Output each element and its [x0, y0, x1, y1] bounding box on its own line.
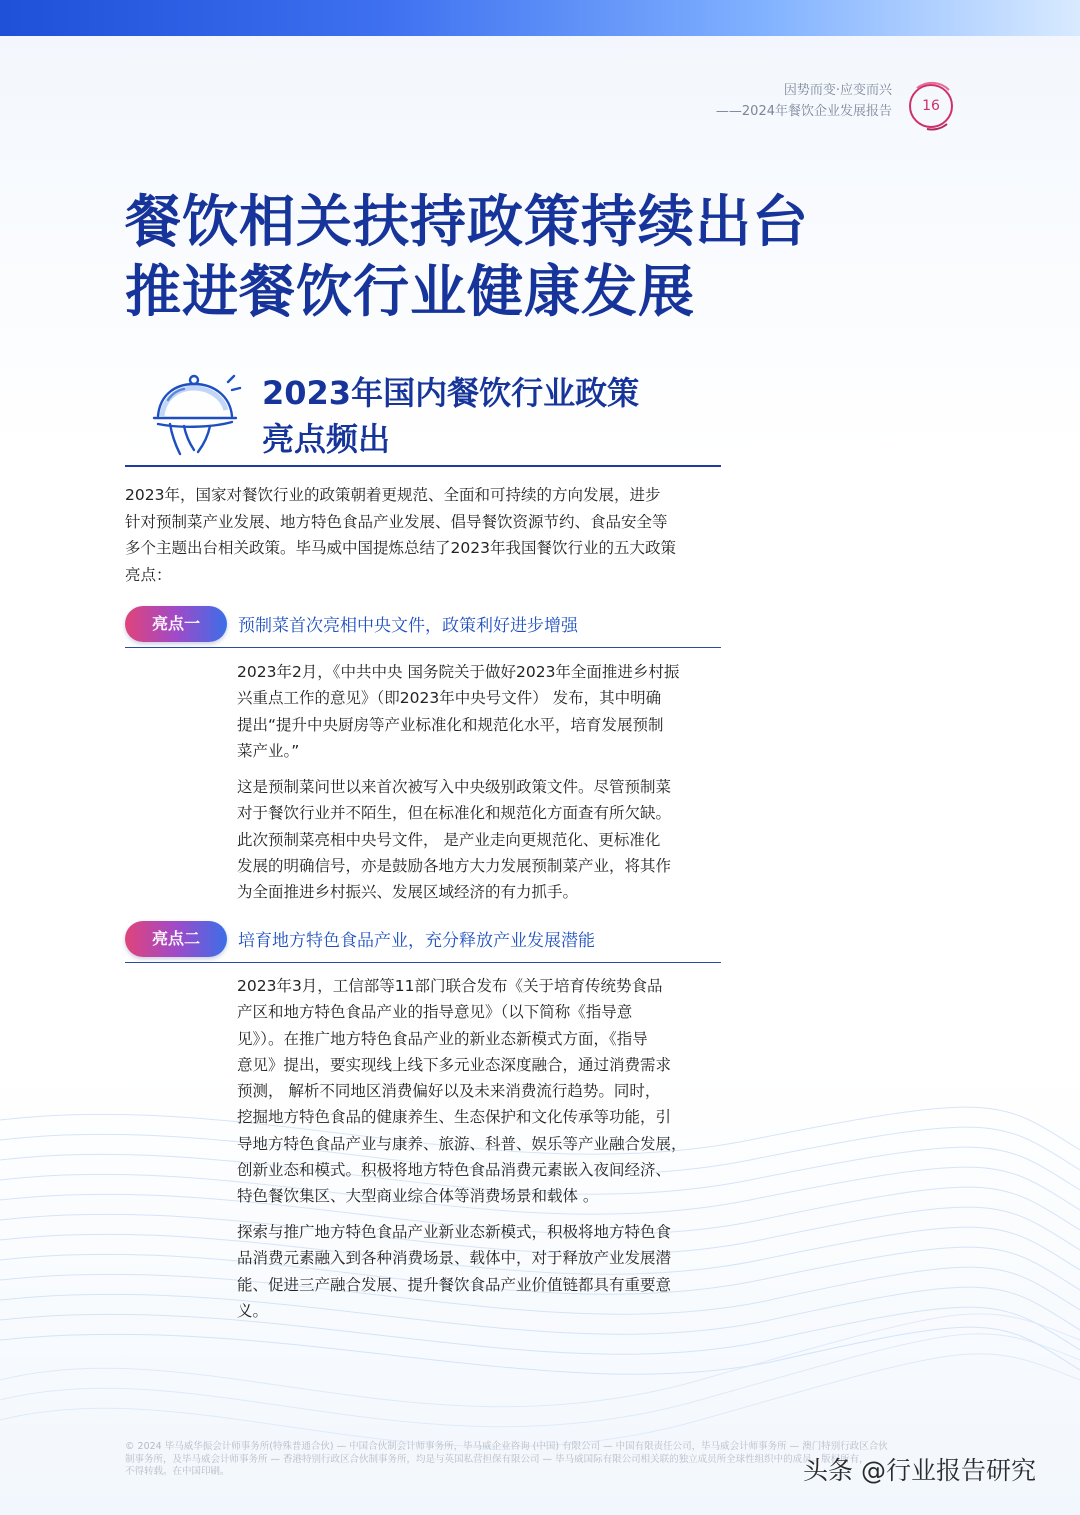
- paragraph-line: 品消费元素融入到各种消费场景、载体中，对于释放产业发展潜: [237, 1249, 672, 1268]
- footer-line: 制事务所，及毕马威会计师事务所 — 香港特别行政区合伙制事务所，均是与英国私营担保有限公司 — 毕马威国际有限公司相关联的独立成员所全球性组织中的成员。版权所有，: [125, 1453, 869, 1465]
- page-title-line-1: 餐饮相关扶持政策持续出台: [125, 190, 809, 255]
- highlight-2-paragraph-1: [237, 973, 727, 1210]
- intro-line: 针对预制菜产业发展、地方特色食品产业发展、倡导餐饮资源节约、食品安全等: [125, 512, 668, 531]
- paragraph-line: 2023年3月，工信部等11部门联合发布《关于培育传统势食品: [237, 977, 663, 995]
- cloche-hand-icon: [148, 366, 244, 462]
- paragraph-line: 产区和地方特色食品产业的指导意见》（以下简称《指导意: [237, 1003, 633, 1022]
- paragraph-line: 能、促进三产融合发展、提升餐饮食品产业价值链都具有重要意: [237, 1275, 672, 1294]
- highlight-1-title: 预制菜首次亮相中央文件，政策利好进步增强: [238, 616, 578, 636]
- source-watermark: 头条 @行业报告研究: [803, 1456, 1036, 1485]
- footer-line: 不得转载。在中国印刷。: [125, 1466, 230, 1477]
- paragraph-line: 2023年2月，《中共中央 国务院关于做好2023年全面推进乡村振: [237, 663, 680, 681]
- paragraph-line: 导地方特色食品产业与康养、旅游、科普、娱乐等产业融合发展，: [237, 1134, 687, 1153]
- highlight-2-divider: [125, 962, 721, 963]
- intro-paragraph: [125, 482, 725, 588]
- paragraph-line: 义。: [237, 1301, 269, 1320]
- section-title-line-1: 2023年国内餐饮行业政策: [262, 374, 640, 412]
- intro-line: 多个主题出台相关政策。毕马威中国提炼总结了2023年我国餐饮行业的五大政策: [125, 539, 676, 557]
- paragraph-line: 特色餐饮集区、大型商业综合体等消费场景和载体 。: [237, 1187, 599, 1206]
- footer-line: © 2024 毕马威华振会计师事务所(特殊普通合伙) — 中国合伙制会计师事务所，毕马威企业咨询 (中国) 有限公司 — 中国有限责任公司，毕马威会计师事务所 — 澳门特别行政区合伙: [125, 1441, 888, 1452]
- header-line-1: 因势而变·应变而兴: [783, 83, 892, 98]
- highlight-2-title: 培育地方特色食品产业，充分释放产业发展潜能: [238, 931, 595, 951]
- highlight-2-paragraph-2: [237, 1219, 727, 1324]
- intro-line: 亮点：: [125, 565, 172, 584]
- page-title: [125, 188, 925, 328]
- highlight-1-badge: 亮点一: [125, 606, 227, 642]
- paragraph-line: 此次预制菜亮相中央号文件， 是产业走向更规范化、更标准化: [237, 830, 661, 849]
- top-gradient-band: [0, 0, 1080, 36]
- paragraph-line: 为全面推进乡村振兴、发展区域经济的有力抓手。: [237, 883, 579, 902]
- highlight-1-paragraph-1: [237, 659, 727, 764]
- paragraph-line: 创新业态和模式。积极将地方特色食品消费元素嵌入夜间经济、: [237, 1161, 672, 1180]
- paragraph-line: 挖掘地方特色食品的健康养生、生态保护和文化传承等功能，引: [237, 1108, 672, 1127]
- paragraph-line: 意见》提出，要实现线上线下多元业态深度融合，通过消费需求: [237, 1055, 672, 1074]
- paragraph-line: 提出“提升中央厨房等产业标准化和规范化水平，培育发展预制: [237, 715, 664, 734]
- paragraph-line: 探索与推广地方特色食品产业新业态新模式，积极将地方特色食: [237, 1223, 672, 1241]
- paragraph-line: 发展的明确信号，亦是鼓励各地方大力发展预制菜产业，将其作: [237, 856, 672, 875]
- section-divider: [125, 465, 721, 467]
- page-title-line-2: 推进餐饮行业健康发展: [125, 260, 695, 325]
- report-header: [716, 80, 892, 122]
- paragraph-line: 对于餐饮行业并不陌生，但在标准化和规范化方面查有所欠缺。: [237, 804, 672, 823]
- section-title: [262, 370, 722, 462]
- intro-line: 2023年，国家对餐饮行业的政策朝着更规范、全面和可持续的方向发展，进步: [125, 486, 661, 504]
- paragraph-line: 预测， 解析不同地区消费偏好以及未来消费流行趋势。同时，: [237, 1082, 661, 1101]
- paragraph-line: 这是预制菜问世以来首次被写入中央级别政策文件。尽管预制菜: [237, 778, 672, 796]
- highlight-1-divider: [125, 647, 721, 648]
- header-line-2: ——2024年餐饮企业发展报告: [715, 104, 892, 119]
- highlight-1-paragraph-2: [237, 774, 727, 905]
- page-number: 16: [922, 98, 940, 114]
- paragraph-line: 兴重点工作的意见》（即2023年中央号文件） 发布，其中明确: [237, 689, 662, 708]
- paragraph-line: 菜产业。”: [237, 741, 300, 760]
- highlight-2-badge: 亮点二: [125, 921, 227, 957]
- section-title-line-2: 亮点频出: [262, 420, 391, 458]
- paragraph-line: 见》）。在推广地方特色食品产业的新业态新模式方面，《指导: [237, 1029, 648, 1048]
